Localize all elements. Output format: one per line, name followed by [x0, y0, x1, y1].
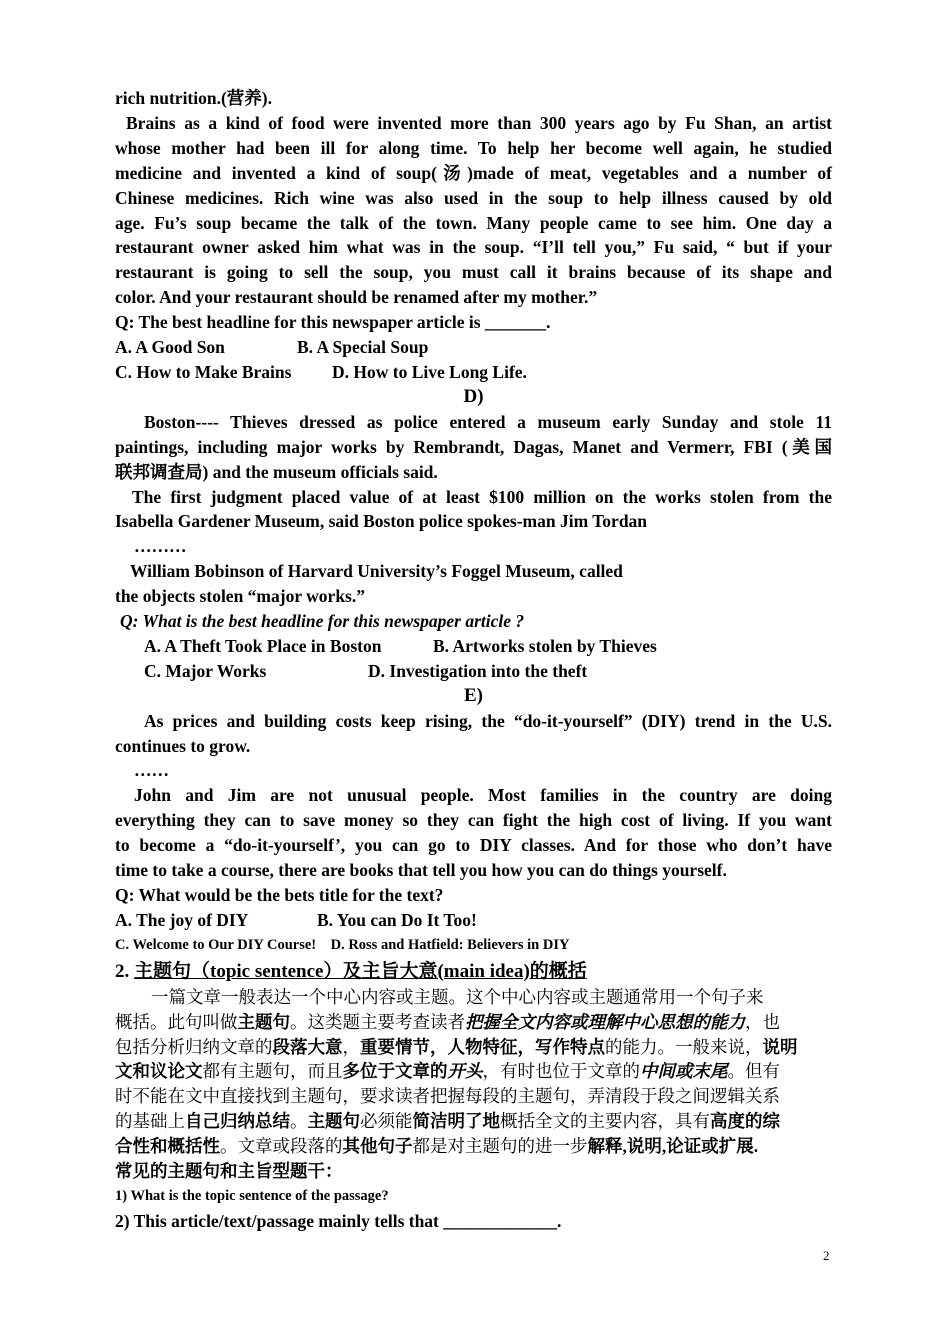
passage-e-label: E) [464, 684, 483, 706]
text-run: . [753, 1136, 759, 1157]
page-number: 2 [823, 1248, 830, 1263]
text-run: 自己归纳总结 [185, 1111, 290, 1132]
stem-2: 2) This article/text/passage mainly tells that _____________. [115, 1210, 562, 1231]
option-c-a: A. A Good Son [115, 337, 225, 358]
passage-d-ellipsis: ……… [134, 536, 187, 557]
options-c-row2 [115, 360, 832, 385]
text-run: ， [342, 1036, 360, 1057]
text-run: 说明 [762, 1036, 798, 1057]
section-2-line [115, 1010, 832, 1035]
text-run: 合性和概括性 [115, 1136, 220, 1157]
passage-c-line: Brains as a kind of food were invented more than 300 years ago by Fu Shan, an artist [126, 112, 832, 133]
text-run: 开头 [447, 1061, 483, 1082]
passage-e-line: continues to grow. [115, 735, 251, 756]
text-run: 。 [290, 1111, 308, 1132]
question-d: Q: What is the best headline for this newspaper article ? [120, 611, 525, 632]
section-2-heading [115, 959, 832, 985]
text-run: 都有主题句，而且 [202, 1061, 343, 1082]
text-run: 解释,说明,论证或扩展 [587, 1136, 754, 1157]
stem-1: 1) What is the topic sentence of the passage? [115, 1187, 389, 1204]
option-e-a: A. The joy of DIY [115, 909, 249, 930]
text-run: 其他句子 [342, 1136, 413, 1157]
text-run: 。但有 [727, 1061, 780, 1082]
passage-d-line: The first judgment placed value of at least $100 million on the works stolen from the [132, 486, 832, 507]
text-run: 中间或末尾 [640, 1061, 728, 1082]
passage-d-line: Boston---- Thieves dressed as police entered a museum early Sunday and stole 11 [144, 411, 832, 432]
passage-e-line: John and Jim are not unusual people. Most families in the country are doing [134, 785, 832, 806]
passage-e-line: time to take a course, there are books that tell you how you can do things yourself. [115, 860, 727, 881]
text-run: 包括分析归纳文章的 [115, 1036, 273, 1057]
section-2-number: 2. [115, 960, 130, 982]
passage-e-ellipsis: …… [134, 760, 169, 781]
text-run: 主题句 [307, 1111, 360, 1132]
option-c-c: C. How to Make Brains [115, 361, 292, 382]
options-d-row1 [115, 634, 832, 659]
options-e-row1 [115, 908, 832, 933]
text-run: ，有时也位于文章的 [482, 1061, 640, 1082]
text-run: 高度的综 [710, 1111, 780, 1132]
passage-e-line: everything they can to save money so they can fight the high cost of living. If you want [115, 810, 832, 831]
text-run: 。文章或段落的 [220, 1136, 343, 1157]
section-2-line [115, 1035, 832, 1060]
section-2-line [115, 1059, 832, 1084]
passage-e-line: As prices and building costs keep rising, the “do-it-yourself” (DIY) trend in the U.S. [144, 710, 832, 731]
document-page [115, 86, 832, 1234]
passage-c-line: restaurant is going to sell the soup, you must call it brains because of its shape and [115, 262, 832, 283]
text-run: 。这类题主要考查读者 [290, 1011, 465, 1032]
text-run: 把握全文内容或理解中心思想的能力 [465, 1011, 745, 1032]
text-run: 简洁明了地 [412, 1111, 500, 1132]
passage-d-line: paintings, including major works by Rembrandt, Dagas, Manet and Vermerr, FBI (美国 [115, 436, 832, 457]
passage-d-line: Isabella Gardener Museum, said Boston police spokes-man Jim Tordan [115, 511, 648, 532]
section-2-line [115, 1109, 832, 1134]
text-run: 段落大意 [272, 1036, 343, 1057]
text-run: 必须能 [360, 1111, 413, 1132]
option-d-c: C. Major Works [144, 660, 267, 681]
stems-title: 常见的主题句和主旨型题干： [115, 1161, 343, 1182]
passage-d-line: 联邦调查局) and the museum officials said. [115, 461, 438, 482]
passage-c-line: restaurant owner asked him what was in the soup. “I’ll tell you,” Fu said, “ but if your [115, 237, 832, 258]
options-c-row1 [115, 335, 832, 360]
option-e-b: B. You can Do It Too! [317, 909, 477, 930]
text-run: 主题句 [237, 1011, 290, 1032]
text-run: 概括。此句叫做 [115, 1011, 238, 1032]
option-c-b: B. A Special Soup [297, 337, 429, 358]
option-d-d: D. Investigation into the theft [368, 660, 588, 681]
text-run: 的基础上 [115, 1111, 185, 1132]
text-run: 概括全文的主要内容，具有 [500, 1111, 710, 1132]
passage-c-line: whose mother had been ill for along time. To help her become well again, he studied [115, 137, 832, 158]
passage-e-line: to become a “do-it-yourself’, you can go to DIY classes. And for those who don’t have [115, 835, 832, 856]
option-d-a: A. A Theft Took Place in Boston [144, 635, 382, 656]
text-run: 重要情节，人物特征，写作特点 [360, 1036, 605, 1057]
option-c-d: D. How to Live Long Life. [332, 361, 527, 382]
passage-c-line: color. And your restaurant should be renamed after my mother.” [115, 287, 598, 308]
text-run: ，也 [745, 1011, 780, 1032]
text-run: 文和议论文 [115, 1061, 203, 1082]
passage-c-line: rich nutrition.(营养). [115, 88, 273, 108]
section-2-line: 一篇文章一般表达一个中心内容或主题。这个中心内容或主题通常用一个句子来 [151, 986, 764, 1007]
question-e: Q: What would be the bets title for the text? [115, 885, 444, 905]
section-2-title: 主题句（topic sentence）及主旨大意(main idea)的概括 [134, 960, 587, 982]
text-run: 多位于文章的 [342, 1061, 448, 1082]
passage-c-line: medicine and invented a kind of soup(汤)made of meat, vegetables and a number of [115, 162, 832, 183]
passage-d-line: the objects stolen “major works.” [115, 586, 365, 607]
passage-c-line: Chinese medicines. Rich wine was also used in the soup to help illness caused by old [115, 187, 832, 208]
passage-c-line: age. Fu’s soup became the talk of the town. Many people came to see him. One day a [115, 212, 832, 233]
section-2-line [115, 1134, 832, 1159]
question-c: Q: The best headline for this newspaper article is _______. [115, 312, 551, 333]
text-run: 都是对主题句的进一步 [412, 1136, 588, 1157]
passage-d-line: William Bobinson of Harvard University’s Foggel Museum, called [130, 561, 623, 582]
section-2-line: 时不能在文中直接找到主题句，要求读者把握每段的主题句，弄清段于段之间逻辑关系 [115, 1086, 780, 1107]
text-run: 的能力。一般来说， [605, 1036, 763, 1057]
option-d-b: B. Artworks stolen by Thieves [433, 635, 657, 656]
options-e-row2: C. Welcome to Our DIY Course! D. Ross and Hatfield: Believers in DIY [115, 936, 570, 953]
options-d-row2 [115, 659, 832, 684]
passage-d-label: D) [463, 385, 484, 407]
